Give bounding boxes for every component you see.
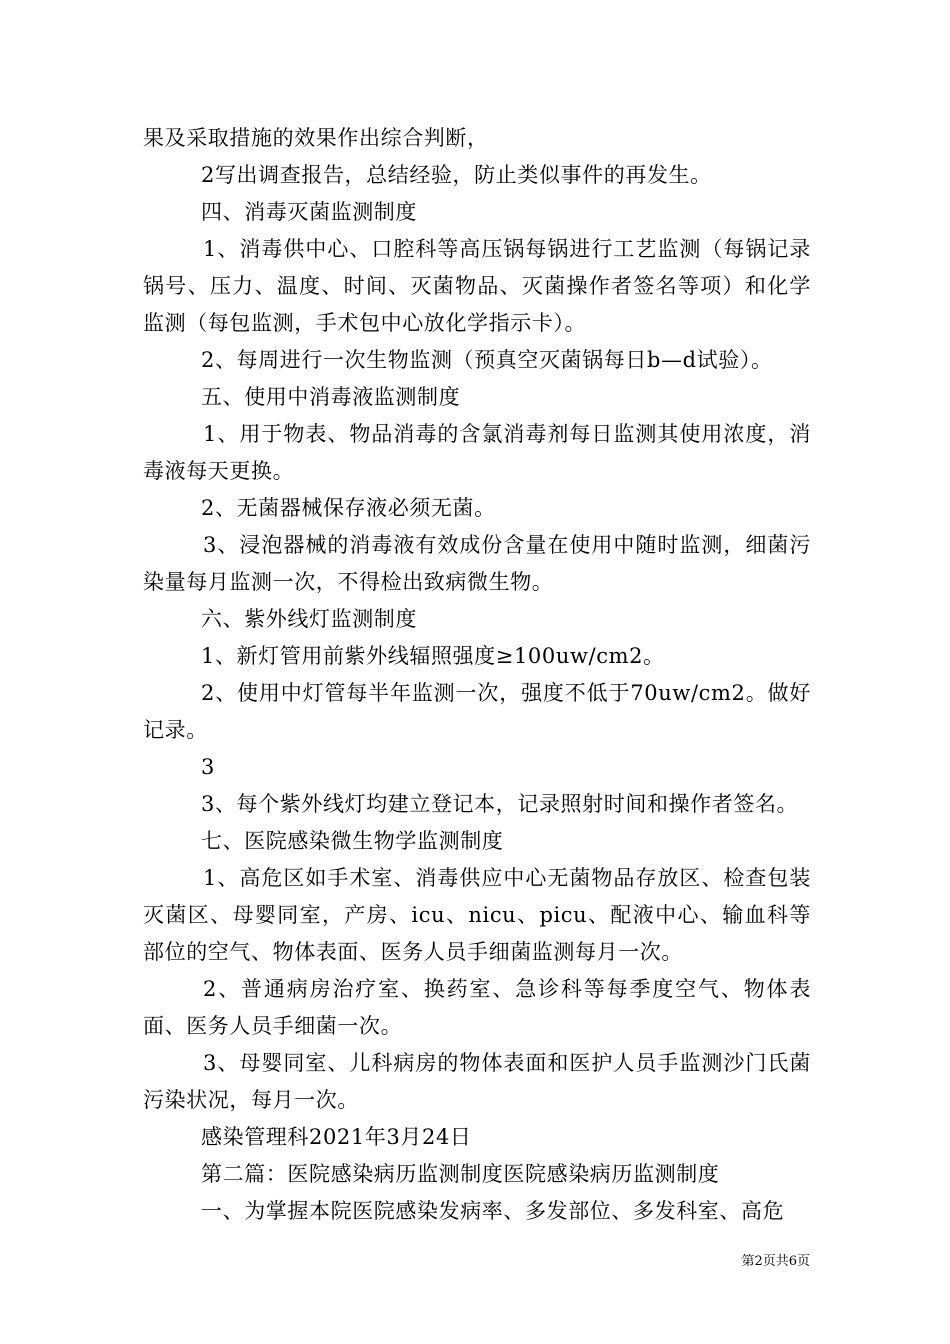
paragraph: 1、用于物表、物品消毒的含氯消毒剂每日监测其使用浓度，消毒液每天更换。 [143,422,811,483]
section-heading: 五、使用中消毒液监测制度 [201,385,461,409]
page-number: 第2页共6页 [741,1254,810,1269]
paragraph: 1、高危区如手术室、消毒供应中心无菌物品存放区、检查包装灭菌区、母婴同室，产房、icu、nicu、picu、配液中心、输血科等部位的空气、物体表面、医务人员手细菌监测每月一次。 [143,866,811,964]
paragraph: 2、每周进行一次生物监测（预真空灭菌锅每日b—d试验）。 [201,348,773,372]
paragraph: 一、为掌握本院医院感染发病率、多发部位、多发科室、高危 [201,1199,785,1223]
paragraph: 2、无菌器械保存液必须无菌。 [201,496,496,520]
section-heading: 第二篇：医院感染病历监测制度医院感染病历监测制度 [201,1162,720,1186]
paragraph: 3、母婴同室、儿科病房的物体表面和医护人员手监测沙门氏菌污染状况，每月一次。 [143,1051,811,1112]
paragraph: 1、消毒供中心、口腔科等高压锅每锅进行工艺监测（每锅记录锅号、压力、温度、时间、灭菌物品、灭菌操作者签名等项）和化学监测（每包监测，手术包中心放化学指示卡）。 [143,237,811,335]
section-heading: 七、医院感染微生物学监测制度 [201,829,504,853]
paragraph: 果及采取措施的效果作出综合判断， [143,126,489,150]
document-body [143,120,811,1230]
paragraph: 2、使用中灯管每半年监测一次，强度不低于70uw/cm2。做好记录。 [143,681,811,742]
paragraph: 2写出调查报告，总结经验，防止类似事件的再发生。 [201,163,712,187]
signature-line: 感染管理科2021年3月24日 [201,1125,472,1149]
paragraph: 1、新灯管用前紫外线辐照强度≥100uw/cm2。 [201,644,665,668]
paragraph: 3 [201,755,215,779]
paragraph: 2、普通病房治疗室、换药室、急诊科等每季度空气、物体表面、医务人员手细菌一次。 [143,977,811,1038]
section-heading: 四、消毒灭菌监测制度 [201,200,417,224]
paragraph: 3、每个紫外线灯均建立登记本，记录照射时间和操作者签名。 [201,792,799,816]
section-heading: 六、紫外线灯监测制度 [201,607,417,631]
paragraph: 3、浸泡器械的消毒液有效成份含量在使用中随时监测，细菌污染量每月监测一次，不得检出致病微生物。 [143,533,811,594]
